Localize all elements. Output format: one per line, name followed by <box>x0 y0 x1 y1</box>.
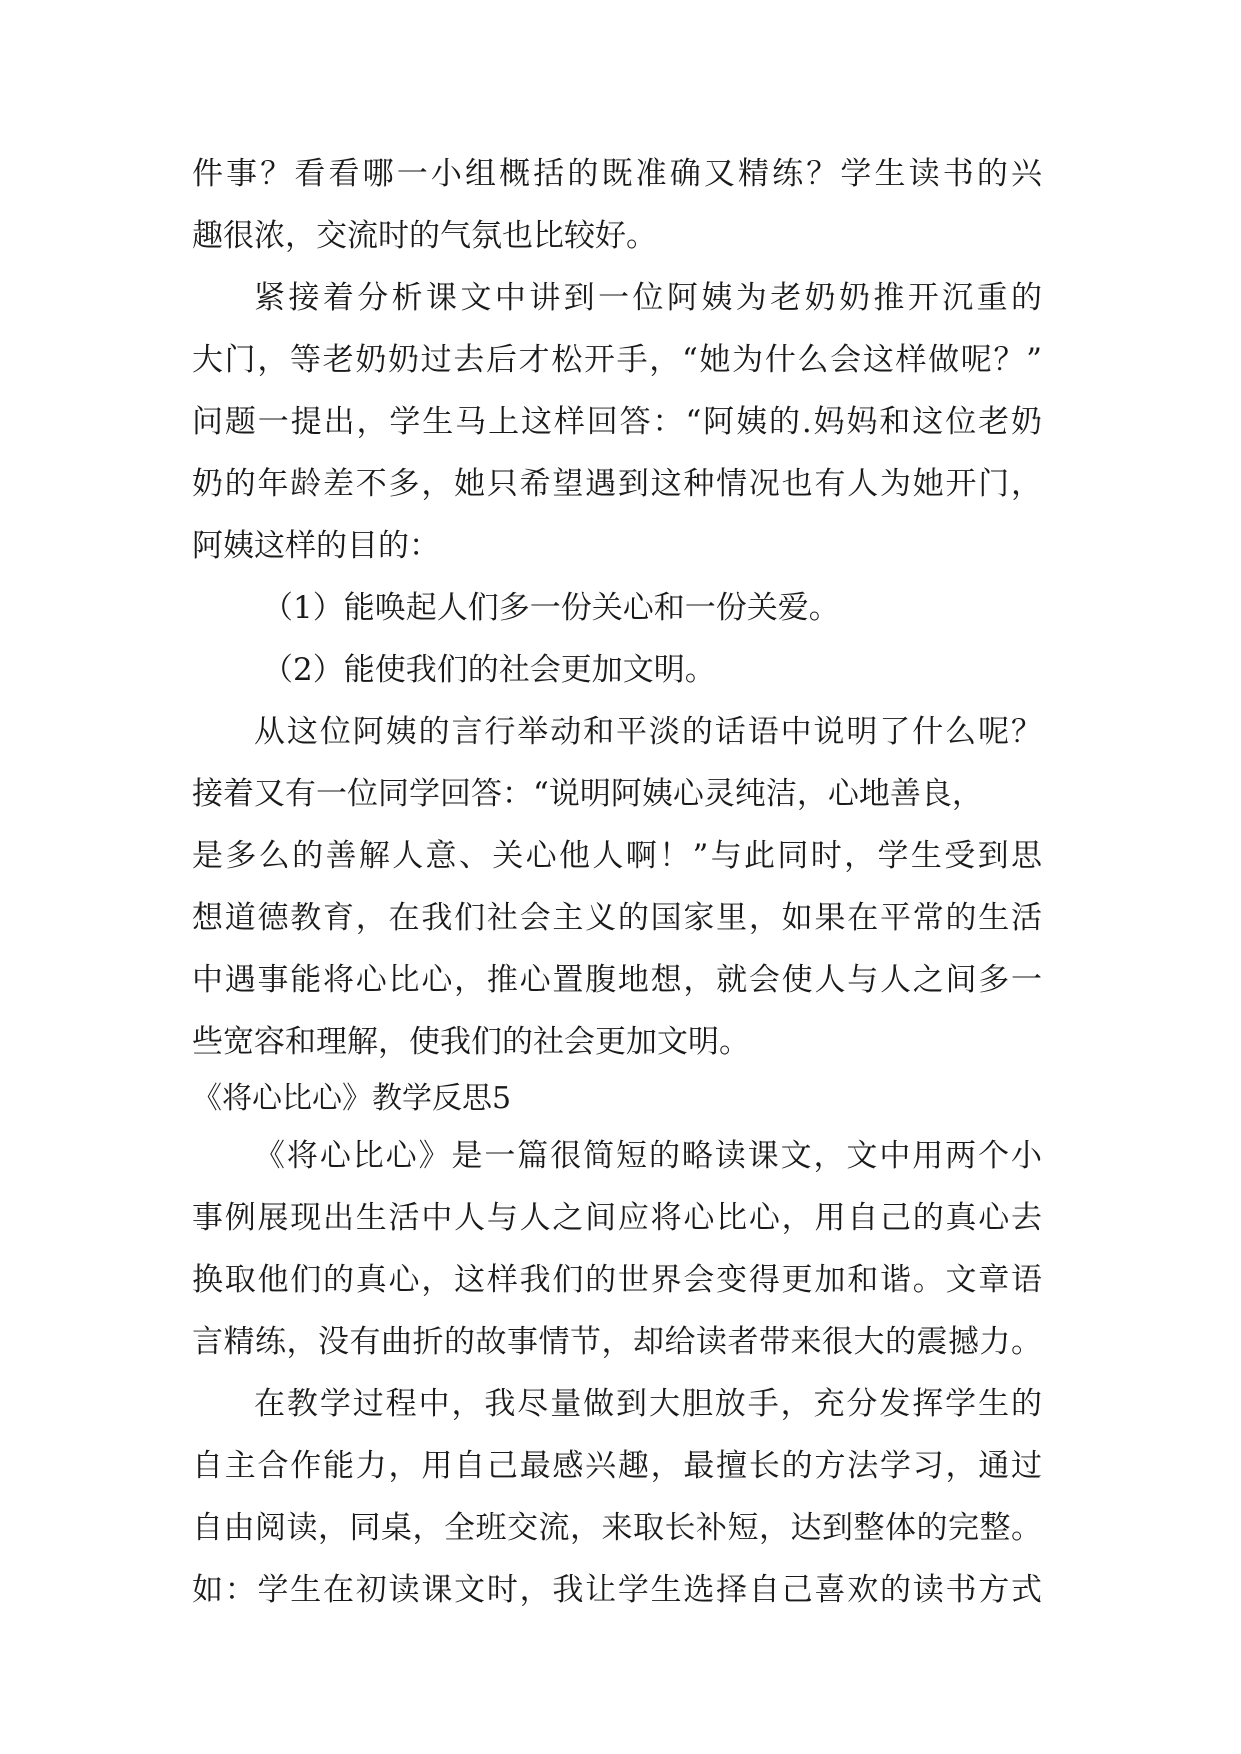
text-line: 件事？看看哪一小组概括的既准确又精练？学生读书的兴 <box>192 156 1042 192</box>
text-line: 事例展现出生活中人与人之间应将心比心，用自己的真心去 <box>192 1200 1042 1236</box>
text-line: 些宽容和理解，使我们的社会更加文明。 <box>192 1024 750 1060</box>
text-line: 如：学生在初读课文时，我让学生选择自己喜欢的读书方式 <box>192 1572 1042 1608</box>
paragraph-start-line: 在教学过程中，我尽量做到大胆放手，充分发挥学生的 <box>254 1386 1042 1422</box>
text-line: 大门，等老奶奶过去后才松开手，“她为什么会这样做呢？” <box>192 342 1042 378</box>
text-line: 问题一提出，学生马上这样回答：“阿姨的.妈妈和这位老奶 <box>192 404 1042 440</box>
text-line: 自主合作能力，用自己最感兴趣，最擅长的方法学习，通过 <box>192 1448 1042 1484</box>
section-heading: 《将心比心》教学反思5 <box>192 1081 512 1116</box>
text-line: 换取他们的真心，这样我们的世界会变得更加和谐。文章语 <box>192 1262 1042 1298</box>
text-line: 阿姨这样的目的： <box>192 528 440 564</box>
paragraph-start-line: 《将心比心》是一篇很简短的略读课文，文中用两个小 <box>254 1138 1042 1174</box>
paragraph-start-line: 从这位阿姨的言行举动和平淡的话语中说明了什么呢？ <box>254 714 1042 750</box>
text-line: 中遇事能将心比心，推心置腹地想，就会使人与人之间多一 <box>192 962 1042 998</box>
list-item-2: （2）能使我们的社会更加文明。 <box>262 652 716 688</box>
text-line: 接着又有一位同学回答：“说明阿姨心灵纯洁，心地善良， <box>192 776 983 812</box>
text-line: 自由阅读，同桌，全班交流，来取长补短，达到整体的完整。 <box>192 1510 1042 1546</box>
text-line: 趣很浓，交流时的气氛也比较好。 <box>192 218 657 254</box>
text-line: 奶的年龄差不多，她只希望遇到这种情况也有人为她开门， <box>192 466 1042 502</box>
text-line: 想道德教育，在我们社会主义的国家里，如果在平常的生活 <box>192 900 1042 936</box>
text-line: 是多么的善解人意、关心他人啊！”与此同时，学生受到思 <box>192 838 1042 874</box>
list-item-1: （1）能唤起人们多一份关心和一份关爱。 <box>262 590 840 626</box>
paragraph-start-line: 紧接着分析课文中讲到一位阿姨为老奶奶推开沉重的 <box>254 280 1042 316</box>
text-line: 言精练，没有曲折的故事情节，却给读者带来很大的震撼力。 <box>192 1324 1042 1360</box>
